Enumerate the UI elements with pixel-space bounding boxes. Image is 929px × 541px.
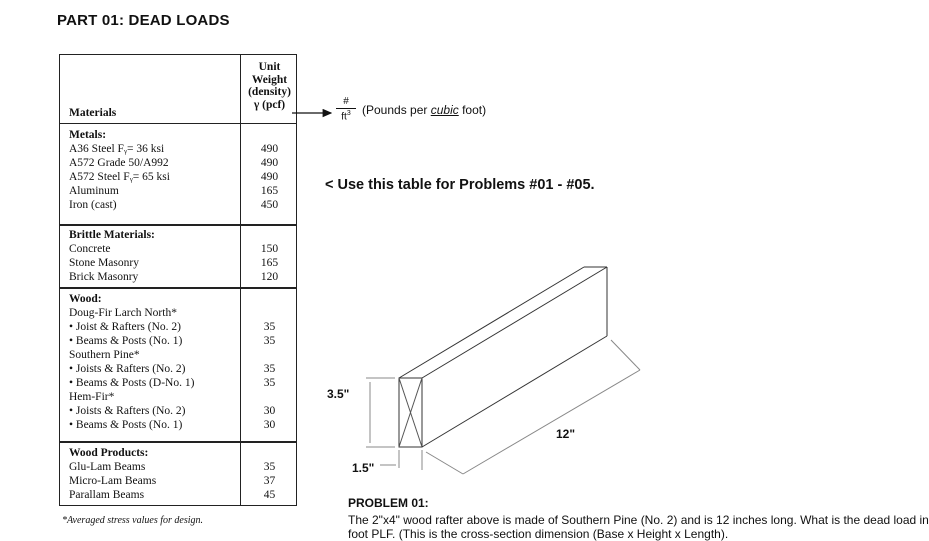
unit-weight-value: 450 — [260, 199, 279, 211]
unit-description — [362, 103, 486, 117]
dimension-length: 12" — [556, 427, 576, 441]
problem-line: foot PLF. (This is the cross-section dimension (Base x Height x Length). — [348, 527, 729, 541]
unit-weight-value: 35 — [263, 335, 276, 347]
rafter-top-edge-far — [399, 267, 584, 378]
problem-text — [348, 513, 929, 541]
unit-weight-value: 35 — [263, 321, 276, 333]
material-label: A572 Steel Fᵧ= 65 ksi — [69, 171, 170, 183]
material-label: Wood Products: — [69, 447, 149, 459]
unit-text-emph: cubic — [430, 103, 459, 117]
material-label: Iron (cast) — [69, 199, 117, 211]
header-unit-line: Unit — [258, 61, 281, 73]
material-label: Micro-Lam Beams — [69, 475, 157, 487]
header-unit-line: (density) — [248, 86, 291, 98]
material-label: Stone Masonry — [69, 257, 139, 269]
unit-weight-value: 490 — [260, 171, 279, 183]
material-label: • Beams & Posts (No. 1) — [69, 419, 183, 431]
unit-weight-value: 35 — [263, 461, 276, 473]
material-label: • Beams & Posts (No. 1) — [69, 335, 183, 347]
unit-weight-value: 30 — [263, 405, 276, 417]
material-label: Wood: — [69, 293, 102, 305]
unit-weight-value: 165 — [260, 257, 279, 269]
material-label: A572 Grade 50/A992 — [69, 157, 169, 169]
unit-weight-value: 35 — [263, 363, 276, 375]
header-unit-line: Weight — [251, 73, 288, 86]
material-label: Doug-Fir Larch North* — [69, 307, 177, 319]
table-footnote: *Averaged stress values for design. — [62, 515, 204, 526]
unit-fraction — [336, 96, 356, 122]
material-label: Hem-Fir* — [69, 391, 115, 403]
header-materials: Materials — [69, 107, 117, 119]
material-label: Brittle Materials: — [69, 229, 155, 241]
material-label: Parallam Beams — [69, 489, 145, 501]
unit-weight-value: 165 — [260, 185, 279, 197]
rafter-top-edge-near — [422, 267, 607, 378]
dimension-height: 3.5" — [327, 387, 350, 401]
unit-weight-value: 37 — [263, 475, 276, 487]
rafter-diagram — [366, 267, 640, 474]
fraction-denominator — [336, 109, 356, 122]
unit-weight-value: 490 — [260, 143, 279, 155]
material-label: Southern Pine* — [69, 349, 140, 361]
page-title: PART 01: DEAD LOADS — [57, 12, 230, 29]
use-table-note: < Use this table for Problems #01 - #05. — [325, 177, 595, 193]
material-label: • Joists & Rafters (No. 2) — [69, 363, 186, 375]
unit-weight-value: 45 — [263, 489, 276, 501]
material-label: Metals: — [69, 129, 107, 141]
material-label: Aluminum — [69, 185, 119, 197]
header-unit-line: γ (pcf) — [253, 98, 286, 111]
material-label: Glu-Lam Beams — [69, 461, 146, 473]
unit-weight-value: 35 — [263, 377, 276, 389]
material-label: Concrete — [69, 243, 111, 255]
material-label: • Joists & Rafters (No. 2) — [69, 405, 186, 417]
material-label: • Joist & Rafters (No. 2) — [69, 321, 181, 333]
material-label: Brick Masonry — [69, 271, 139, 283]
unit-weight-value: 490 — [260, 157, 279, 169]
unit-weight-value: 30 — [263, 419, 276, 431]
fraction-numerator: # — [336, 96, 356, 109]
unit-text-before: (Pounds per — [362, 103, 431, 117]
unit-weight-value: 150 — [260, 243, 279, 255]
unit-weight-value: 120 — [260, 271, 279, 283]
fraction-exponent: 3 — [346, 110, 351, 117]
rafter-bottom-edge — [422, 336, 607, 447]
material-label: A36 Steel Fᵧ= 36 ksi — [69, 143, 165, 155]
problem-heading: PROBLEM 01: — [348, 496, 429, 510]
material-label: • Beams & Posts (D-No. 1) — [69, 377, 195, 389]
unit-text-after: foot) — [458, 103, 487, 117]
dimension-width: 1.5" — [352, 461, 375, 475]
fraction-denominator-base: ft — [341, 111, 347, 123]
problem-line: The 2"x4" wood rafter above is made of Southern Pine (No. 2) and is 12 inches long. What is the dead load in — [348, 513, 929, 527]
